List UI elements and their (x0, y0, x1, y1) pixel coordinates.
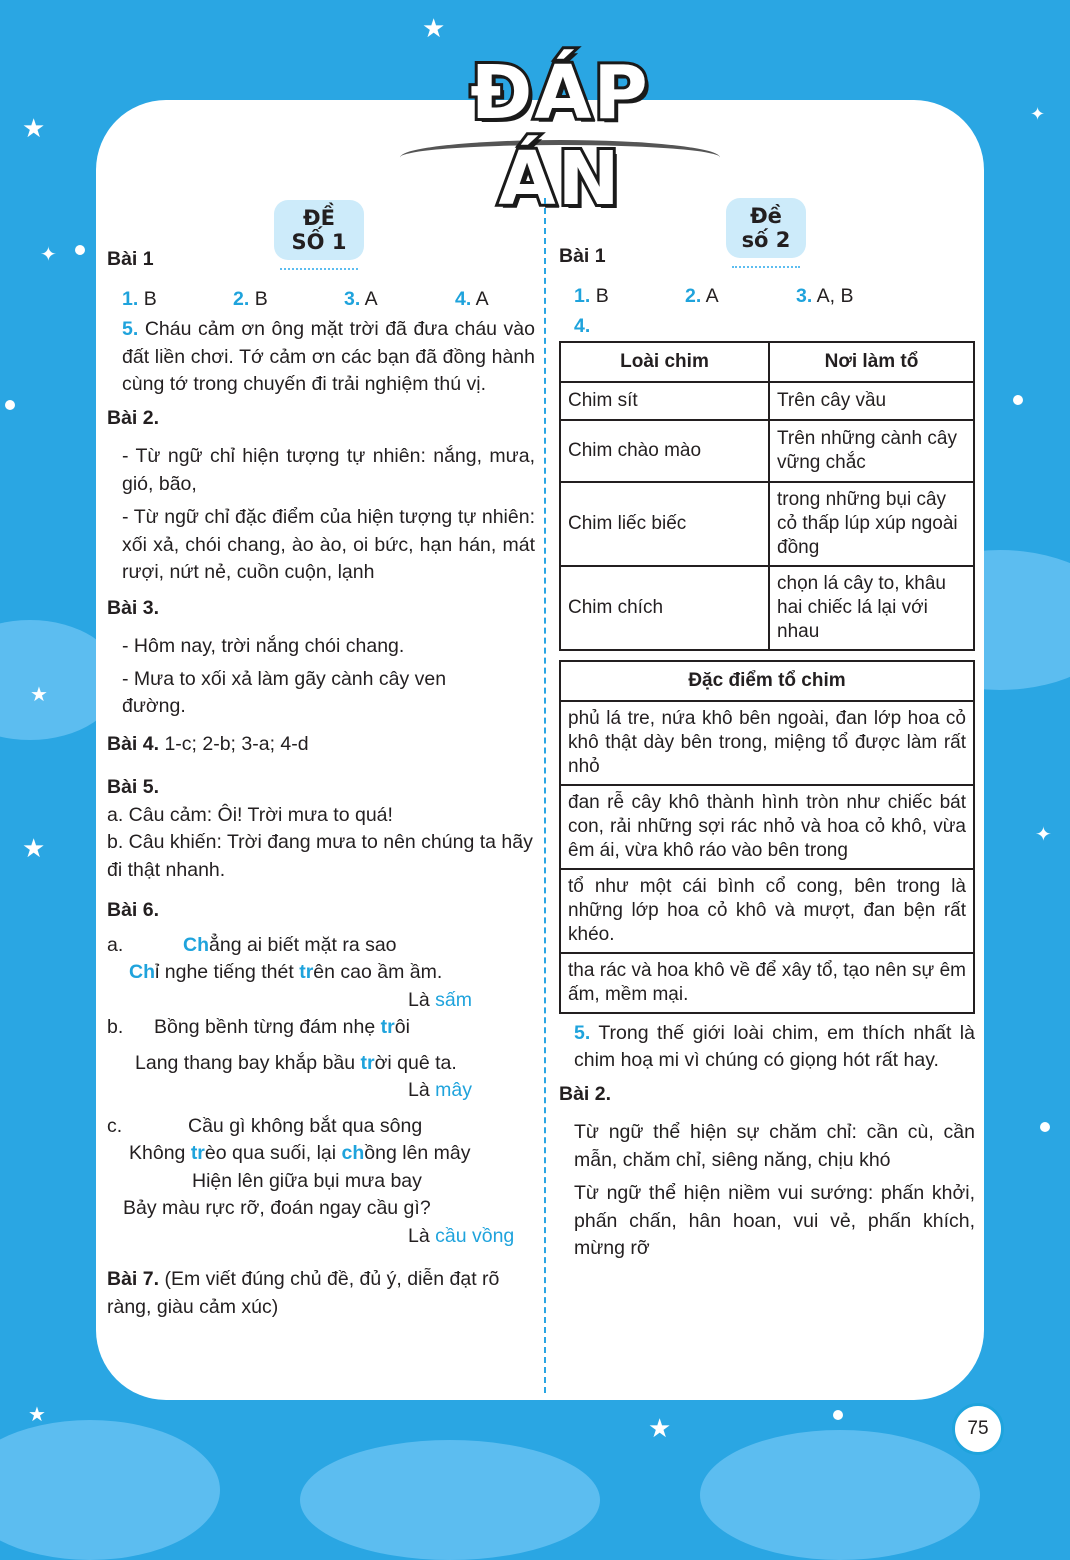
text: ồng lên mây (364, 1142, 471, 1164)
table-row (560, 953, 974, 1013)
bai7 (107, 1266, 535, 1321)
answer-value: B (254, 287, 268, 310)
column-header: Đặc điểm tổ chim (560, 661, 974, 701)
riddle-line (107, 1140, 535, 1168)
highlight: tr (380, 1016, 395, 1038)
text: ên cao ầm ầm. (313, 961, 443, 983)
table-cell: Chim sít (560, 382, 769, 420)
table-cell: Chim chích (560, 566, 769, 650)
table-row (560, 869, 974, 953)
bai2-label: Bài 2. (107, 406, 160, 429)
table-cell: Chim liếc biếc (560, 482, 769, 566)
left-column (107, 246, 535, 1321)
answer-value: A, B (816, 284, 854, 307)
answer-number: 1. (574, 284, 591, 307)
exam-badge-2: Đề số 2 (726, 198, 806, 258)
highlight: Ch (183, 933, 209, 956)
text: èo qua suối, lại (204, 1142, 342, 1164)
text: Bồng bềnh từng đám nhẹ (154, 1016, 381, 1038)
nest-features-table (559, 660, 975, 1014)
answer-number: 2. (685, 284, 702, 307)
highlight: Ch (129, 961, 155, 983)
bai5-label: Bài 5. (107, 776, 160, 798)
bai2-label: Bài 2. (559, 1082, 612, 1105)
bai7-text: (Em viết đúng chủ đề, đủ ý, diễn đạt rõ ràng, giàu cảm xúc) (107, 1268, 500, 1318)
bai2-item: - Từ ngữ chỉ hiện tượng tự nhiên: nắng, mưa, gió, bão, (122, 445, 535, 495)
answer-value: A (364, 287, 378, 310)
right-column (559, 243, 975, 1263)
bai3-item: - Mưa to xối xả làm gãy cành cây ven đường. (122, 667, 447, 717)
answer-number: 3. (344, 287, 361, 310)
answer-number: 5. (574, 1021, 591, 1044)
table-cell: Chim chào mào (560, 420, 769, 482)
answer: mây (435, 1079, 472, 1101)
answer-number: 4. (455, 287, 472, 310)
table-cell: trong những bụi cây cỏ thấp lúp xúp ngoài đồng (769, 482, 974, 566)
answer-value: B (143, 287, 157, 310)
answer-number: 1. (122, 287, 139, 310)
highlight: tr (360, 1051, 375, 1074)
table-header-row (560, 661, 974, 701)
table-cell: chọn lá cây to, khâu hai chiếc lá lại với nhau (769, 566, 974, 650)
answer: cầu vồng (435, 1224, 515, 1247)
bai4-label: Bài 4. (107, 732, 160, 755)
highlight: tr (299, 961, 314, 983)
text: Là (408, 988, 430, 1011)
riddle-line: Bảy màu rực rỡ, đoán ngay cầu gì? (123, 1197, 431, 1219)
exam-badge-1: ĐỀ SỐ 1 (274, 200, 364, 260)
page-title: ĐÁP ÁN (470, 50, 650, 222)
bai5-a: a. Câu cảm: Ôi! Trời mưa to quá! (107, 803, 393, 826)
bai1-answers (559, 283, 975, 311)
bai2-item: Từ ngữ thể hiện sự chăm chỉ: cần cù, cần mẫn, chăm chỉ, siêng năng, chịu khó (574, 1121, 975, 1171)
bai2-item: Từ ngữ thể hiện niềm vui sướng: phấn khởi, phấn chấn, hân hoan, vui vẻ, phấn khích, mừng rỡ (574, 1182, 975, 1259)
riddle-answer (107, 1223, 535, 1251)
riddle-line (107, 959, 535, 987)
answer-value: A (475, 287, 489, 310)
text: ời quê ta. (374, 1051, 457, 1074)
highlight: tr (190, 1142, 205, 1164)
column-header: Nơi làm tổ (769, 342, 974, 382)
bai7-label: Bài 7. (107, 1268, 160, 1290)
text: Cầu gì không bắt qua sông (188, 1114, 423, 1137)
text: ẳng ai biết mặt ra sao (209, 933, 397, 956)
answer-value: B (595, 284, 609, 307)
riddle-mark: a. (107, 933, 124, 956)
riddle-line (107, 1050, 535, 1078)
riddle-line: Hiện lên giữa bụi mưa bay (192, 1169, 422, 1192)
table-cell: Trên những cành cây vững chắc (769, 420, 974, 482)
text: Không (129, 1142, 191, 1164)
bai1-label: Bài 1 (559, 245, 606, 267)
riddle-a (107, 932, 535, 1015)
table-row (560, 382, 974, 420)
bai5-b: b. Câu khiến: Trời đang mưa to nên chúng ta hãy đi thật nhanh. (107, 831, 533, 881)
bai2-item: - Từ ngữ chỉ đặc điểm của hiện tượng tự nhiên: xối xả, chói chang, ào ào, oi bức, hạn hán, mát rượi, nứt nẻ, cuồn cuộn, lạnh (122, 506, 535, 583)
answer-number: 5. (122, 318, 139, 340)
table-row (560, 482, 974, 566)
table-row (560, 701, 974, 785)
table-cell: tha rác và hoa khô về để xây tổ, tạo nên sự êm ấm, mềm mại. (560, 953, 974, 1013)
bai1-q5 (559, 1020, 975, 1075)
text: ỉ nghe tiếng thét (155, 961, 300, 983)
bai4-text: 1-c; 2-b; 3-a; 4-d (164, 732, 309, 755)
riddle-answer (107, 1077, 535, 1105)
riddle-mark: b. (107, 1016, 124, 1038)
bai6-label: Bài 6. (107, 899, 160, 921)
text: Là (408, 1224, 430, 1247)
table-row (560, 566, 974, 650)
riddle-answer (107, 987, 535, 1015)
text: ôi (394, 1016, 410, 1038)
column-header: Loài chim (560, 342, 769, 382)
table-cell: tổ như một cái bình cổ cong, bên trong là những lớp hoa cỏ khô và mượt, đan bện rất khéo. (560, 869, 974, 953)
answer-value: A (705, 284, 719, 307)
table-cell: đan rễ cây khô thành hình tròn như chiếc bát con, rải những sợi rác nhỏ và hoa cỏ khô, vừa êm ái, vừa khô ráo vào bên trong (560, 785, 974, 869)
column-divider (544, 198, 546, 1393)
text: Là (408, 1079, 430, 1101)
bai1-q5 (107, 316, 535, 399)
answer-text: Cháu cảm ơn ông mặt trời đã đưa cháu vào đất liền chơi. Tớ cảm ơn các bạn đã đồng hành cùng tớ trong chuyến đi trải nghiệm thú vị. (122, 318, 535, 395)
text: Lang thang bay khắp bầu (135, 1051, 361, 1074)
riddle-line (107, 1014, 535, 1042)
bai1-answers (107, 286, 535, 314)
answer-number: 4. (574, 315, 591, 337)
answer-number: 2. (233, 287, 250, 310)
riddle-line (107, 1113, 535, 1141)
answer: sấm (435, 988, 472, 1011)
table-row (560, 420, 974, 482)
page-number: 75 (952, 1403, 1004, 1455)
table-row (560, 785, 974, 869)
nest-location-table (559, 341, 975, 651)
answer-text: Trong thế giới loài chim, em thích nhất là chim hoạ mi vì chúng có giọng hót rất hay. (574, 1021, 975, 1071)
riddle-line (107, 932, 535, 960)
table-cell: Trên cây vầu (769, 382, 974, 420)
bai1-label: Bài 1 (107, 248, 154, 270)
riddle-mark: c. (107, 1114, 123, 1137)
riddle-b (107, 1014, 535, 1105)
riddle-c (107, 1113, 535, 1251)
table-header-row (560, 342, 974, 382)
bai3-label: Bài 3. (107, 596, 160, 619)
answer-number: 3. (796, 284, 813, 307)
highlight: ch (341, 1142, 365, 1164)
bai4 (107, 731, 535, 759)
table-cell: phủ lá tre, nứa khô bên ngoài, đan lớp hoa cỏ khô thật dày bên trong, miệng tổ được làm rất nhỏ (560, 701, 974, 785)
bai3-item: - Hôm nay, trời nắng chói chang. (122, 635, 405, 657)
